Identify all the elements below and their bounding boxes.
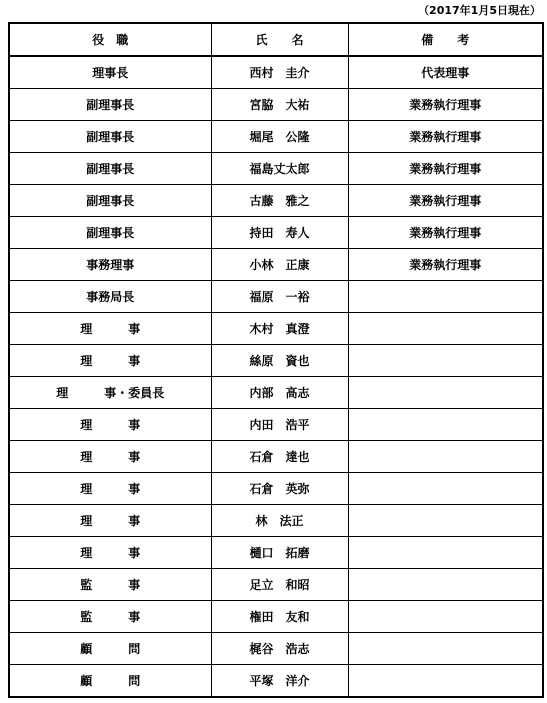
position-cell: 副理事長 <box>9 153 211 185</box>
position-cell: 理 事・委員長 <box>9 377 211 409</box>
position-cell: 理 事 <box>9 345 211 377</box>
position-cell: 顧 問 <box>9 665 211 698</box>
position-cell: 理 事 <box>9 505 211 537</box>
table-row <box>9 313 543 345</box>
name-cell: 絲原 資也 <box>211 345 348 377</box>
remarks-cell: 業務執行理事 <box>348 121 543 153</box>
name-cell: 堀尾 公隆 <box>211 121 348 153</box>
name-cell: 宮脇 大祐 <box>211 89 348 121</box>
remarks-cell: 代表理事 <box>348 56 543 89</box>
table-row <box>9 121 543 153</box>
position-cell: 理 事 <box>9 537 211 569</box>
name-cell: 足立 和昭 <box>211 569 348 601</box>
position-cell: 副理事長 <box>9 185 211 217</box>
name-cell: 福島丈太郎 <box>211 153 348 185</box>
name-cell: 古藤 雅之 <box>211 185 348 217</box>
name-cell: 梶谷 浩志 <box>211 633 348 665</box>
header-row <box>9 23 543 56</box>
name-cell: 平塚 洋介 <box>211 665 348 698</box>
roster-body <box>9 56 543 697</box>
remarks-cell <box>348 313 543 345</box>
remarks-cell: 業務執行理事 <box>348 185 543 217</box>
header-remarks: 備 考 <box>348 23 543 56</box>
table-row <box>9 409 543 441</box>
name-cell: 石倉 英弥 <box>211 473 348 505</box>
table-row <box>9 153 543 185</box>
position-cell: 副理事長 <box>9 89 211 121</box>
name-cell: 持田 寿人 <box>211 217 348 249</box>
name-cell: 樋口 拓磨 <box>211 537 348 569</box>
table-row <box>9 345 543 377</box>
remarks-cell <box>348 441 543 473</box>
table-row <box>9 569 543 601</box>
name-cell: 内田 浩平 <box>211 409 348 441</box>
position-cell: 監 事 <box>9 601 211 633</box>
remarks-cell <box>348 601 543 633</box>
header-name: 氏 名 <box>211 23 348 56</box>
position-cell: 副理事長 <box>9 217 211 249</box>
table-row <box>9 665 543 698</box>
remarks-cell <box>348 633 543 665</box>
position-cell: 監 事 <box>9 569 211 601</box>
name-cell: 福原 一裕 <box>211 281 348 313</box>
table-row <box>9 249 543 281</box>
position-cell: 理 事 <box>9 409 211 441</box>
table-row <box>9 185 543 217</box>
table-row <box>9 441 543 473</box>
position-cell: 理 事 <box>9 473 211 505</box>
table-row <box>9 377 543 409</box>
as-of-date: （2017年1月5日現在） <box>418 4 541 17</box>
table-row <box>9 281 543 313</box>
position-cell: 事務局長 <box>9 281 211 313</box>
remarks-cell <box>348 345 543 377</box>
name-cell: 林 法正 <box>211 505 348 537</box>
table-row <box>9 56 543 89</box>
remarks-cell: 業務執行理事 <box>348 217 543 249</box>
remarks-cell <box>348 569 543 601</box>
name-cell: 内部 高志 <box>211 377 348 409</box>
table-row <box>9 217 543 249</box>
name-cell: 権田 友和 <box>211 601 348 633</box>
remarks-cell: 業務執行理事 <box>348 89 543 121</box>
position-cell: 事務理事 <box>9 249 211 281</box>
remarks-cell <box>348 281 543 313</box>
table-row <box>9 473 543 505</box>
name-cell: 小林 正康 <box>211 249 348 281</box>
remarks-cell: 業務執行理事 <box>348 153 543 185</box>
table-row <box>9 89 543 121</box>
remarks-cell <box>348 473 543 505</box>
remarks-cell <box>348 377 543 409</box>
position-cell: 理 事 <box>9 441 211 473</box>
position-cell: 顧 問 <box>9 633 211 665</box>
table-row <box>9 601 543 633</box>
remarks-cell <box>348 537 543 569</box>
remarks-cell <box>348 505 543 537</box>
remarks-cell: 業務執行理事 <box>348 249 543 281</box>
table-row <box>9 633 543 665</box>
name-cell: 石倉 達也 <box>211 441 348 473</box>
position-cell: 理 事 <box>9 313 211 345</box>
name-cell: 西村 圭介 <box>211 56 348 89</box>
table-row <box>9 505 543 537</box>
header-position: 役 職 <box>9 23 211 56</box>
name-cell: 木村 真澄 <box>211 313 348 345</box>
position-cell: 理事長 <box>9 56 211 89</box>
remarks-cell <box>348 409 543 441</box>
remarks-cell <box>348 665 543 698</box>
table-row <box>9 537 543 569</box>
position-cell: 副理事長 <box>9 121 211 153</box>
officer-roster-table <box>8 22 544 698</box>
